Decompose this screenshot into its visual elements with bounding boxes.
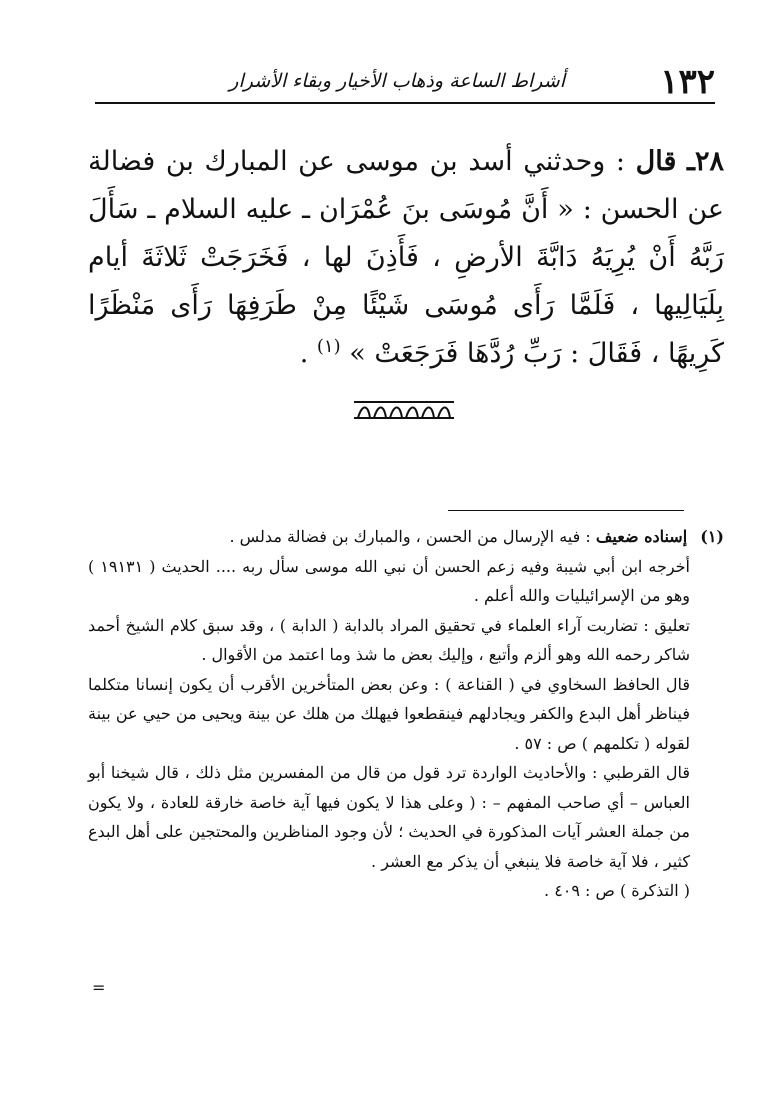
footnote-marker: (١) (700, 527, 724, 546)
header-rule (95, 102, 715, 104)
footnote-para-6: ( التذكرة ) ص : ٤٠٩ . (544, 881, 690, 900)
footnote-line1: : فيه الإرسال من الحسن ، والمبارك بن فضالة مدلس . (229, 527, 591, 546)
main-text (88, 138, 724, 378)
footnote-para-3: تعليق : تضاربت آراء العلماء في تحقيق المراد بالدابة ( الدابة ) ، وقد سبق كلام الشيخ أحمد شاكر رحمه الله وهو ألزم وأتبع ، وإليك بعض ما شذ وما اعتمد من الأقوال . (88, 615, 690, 664)
footnote-grade: إسناده ضعيف (595, 527, 688, 546)
footnote-para-2: أخرجه ابن أبي شيبة وفيه زعم الحسن أن نبي الله موسى سأل ربه .... الحديث ( ١٩١٣١ ) وهو من الإسرائيليات والله أعلم . (88, 556, 691, 605)
footnotes (88, 522, 724, 906)
continuation-mark: = (92, 978, 106, 997)
hadith-number: ٢٨ـ (687, 146, 724, 177)
hadith-end: . (299, 338, 309, 369)
hadith-text: : وحدثني أسد بن موسى عن المبارك بن فضالة عن الحسن : « أَنَّ مُوسَى بنَ عُمْرَان ـ عليه السلام ـ سَأَلَ رَبَّهُ أَنْ يُرِيَهُ دَابَّةَ الأرضِ ، فَأَذِنَ لها ، فَخَرَجَتْ ثَلاثَةَ أيام بِلَيَالِيها ، فَلَمَّا رَأَى مُوسَى شَيْئًا مِنْ طَرَفِهَا رَأَى مَنْظَرًا كَرِيهًا ، فَقَالَ : رَبِّ رُدَّهَا فَرَجَعَتْ » (88, 146, 724, 369)
speaker-label: قال (635, 146, 677, 177)
footnote-separator (448, 510, 684, 511)
footnote-1 (88, 522, 724, 552)
footnote-para-5: قال القرطبي : والأحاديث الواردة ترد قول من قال من المفسرين مثل ذلك ، قال شيخنا أبو العباس – أي صاحب المفهم – : ( وعلى هذا لا يكون فيها آية خاصة خارقة للعادة ، ولا يكون من جملة العشر آيات المذكورة في الحديث ؛ لأن وجود المناظرين والمحتجين على أهل البدع كثير ، فلا آية خاصة فلا ينبغي أن يذكر مع العشر . (88, 763, 690, 871)
running-title: أشراط الساعة وذهاب الأخيار وبقاء الأشرار (229, 70, 565, 92)
page-header (95, 62, 715, 102)
footnote-reference: (١) (316, 336, 341, 357)
section-ornament (352, 398, 456, 422)
page-number: ١٣٢ (660, 62, 715, 102)
footnote-para-4: قال الحافظ السخاوي في ( القناعة ) : وعن بعض المتأخرين الأقرب أن يكون إنسانا متكلما فيناظر أهل البدع والكفر ويجادلهم فينقطعوا فيهلك من هلك عن بينة ويحيى من حيي عن بينة لقوله ( تكلمهم ) ص : ٥٧ . (88, 674, 691, 753)
